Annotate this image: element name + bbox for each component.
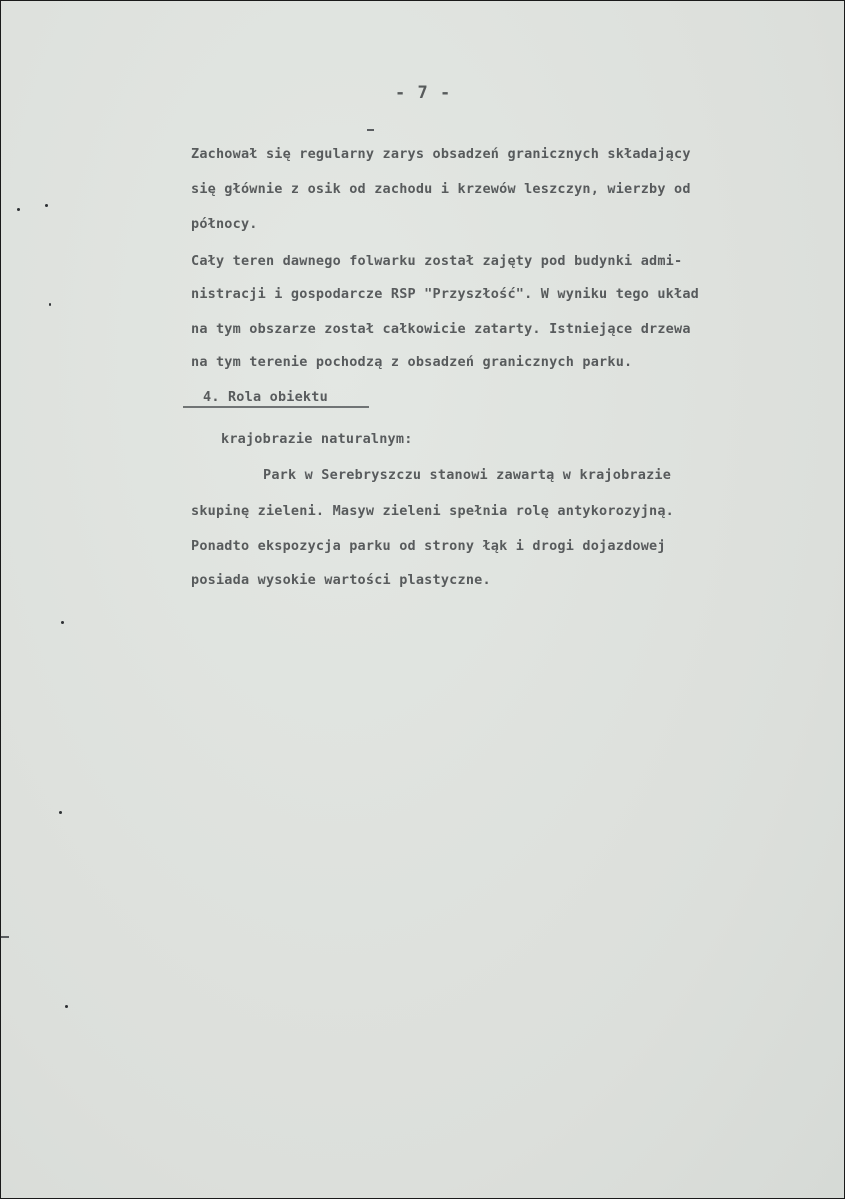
body-line: na tym obszarze został całkowicie zatarty. Istniejące drzewa — [191, 321, 691, 337]
scan-speck — [61, 621, 64, 624]
body-line: Cały teren dawnego folwarku został zajęty pod budynki admi- — [191, 253, 683, 269]
heading-underline — [183, 406, 369, 408]
scan-speck — [45, 204, 48, 207]
body-line: Zachował się regularny zarys obsadzeń granicznych składający — [191, 146, 691, 162]
scan-speck — [1, 936, 9, 938]
scan-speck — [59, 811, 62, 814]
section-line: Ponadto ekspozycja parku od strony łąk i drogi dojazdowej — [191, 538, 666, 554]
scan-speck — [49, 303, 51, 306]
body-line: się głównie z osik od zachodu i krzewów leszczyn, wierzby od — [191, 181, 691, 197]
body-line: na tym terenie pochodzą z obsadzeń granicznych parku. — [191, 354, 633, 370]
section-line: skupinę zieleni. Masyw zieleni spełnia rolę antykorozyjną. — [191, 503, 675, 519]
scan-speck — [17, 208, 20, 211]
section-line: posiada wysokie wartości plastyczne. — [191, 572, 491, 588]
body-line: północy. — [191, 216, 258, 232]
page-number: - 7 - — [395, 83, 452, 103]
section-line: krajobrazie naturalnym: — [221, 431, 413, 447]
scan-speck — [65, 1005, 68, 1008]
scan-speck — [367, 129, 374, 131]
section-heading: 4. Rola obiektu — [203, 389, 328, 405]
body-line: nistracji i gospodarcze RSP "Przyszłość". W wyniku tego układ — [191, 286, 699, 302]
section-line: Park w Serebryszczu stanowi zawartą w krajobrazie — [263, 467, 672, 483]
document-page — [1, 1, 844, 1198]
